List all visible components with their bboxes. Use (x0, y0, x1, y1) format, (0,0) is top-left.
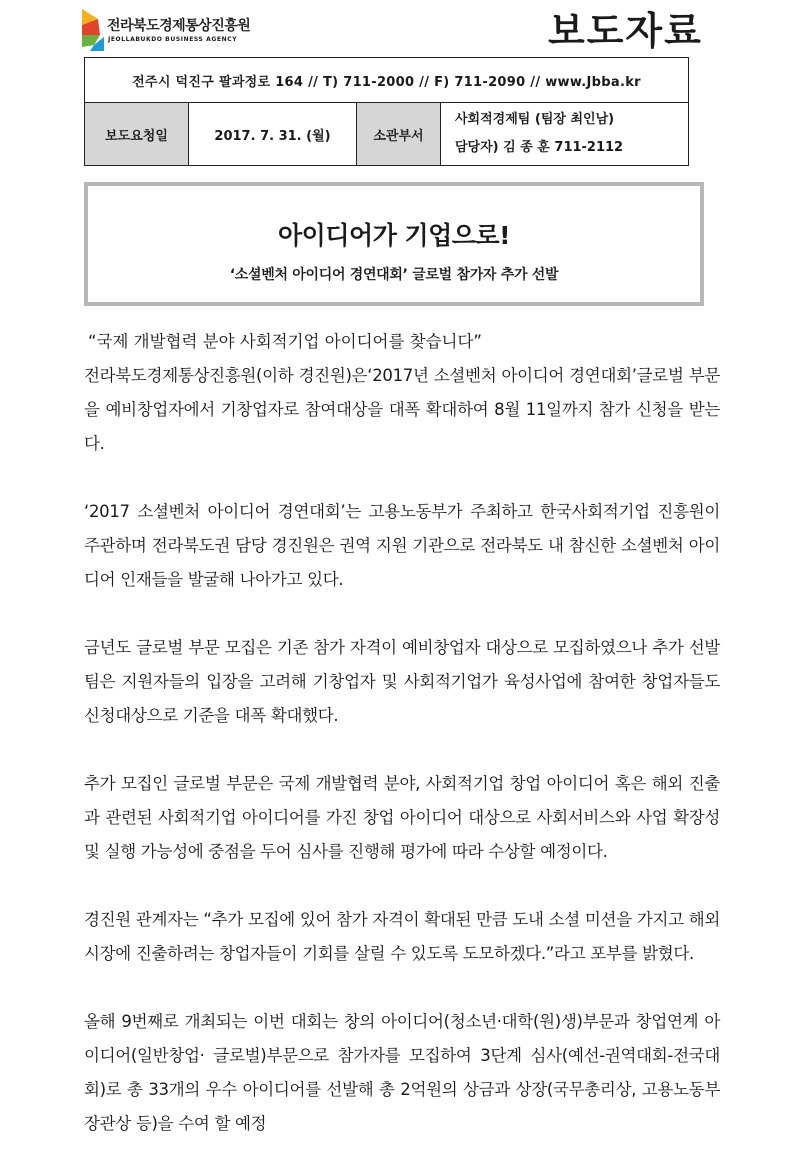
article-body (84, 325, 720, 1175)
request-date-label: 보도요청일 (85, 103, 189, 166)
headline-box (84, 182, 704, 306)
paragraph-5: 경진원 관계자는 “추가 모집에 있어 참가 자격이 확대된 만큼 도내 소셜 미션을 가지고 해외시장에 진출하려는 창업자들이 기회를 살릴 수 있도록 도모하겠다.”라고 포부를 밝혔다. (84, 910, 720, 963)
paragraph-2: ‘2017 소셜벤처 아이디어 경연대회’는 고용노동부가 주최하고 한국사회적기업 진흥원이 주관하며 전라북도권 담당 경진원은 권역 지원 기관으로 전라북도 내 참신한 소셜벤처 아이디어 인재들을 발굴해 나아가고 있다. (84, 502, 720, 589)
paragraph-4: 추가 모집인 글로벌 부문은 국제 개발협력 분야, 사회적기업 창업 아이디어 혹은 해외 진출과 관련된 사회적기업 아이디어를 가진 창업 아이디어 대상으로 사회서비스와 사업 확장성 및 실행 가능성에 중점을 두어 심사를 진행해 평가에 따라 수상할 예정이다. (84, 774, 720, 861)
org-name: 전라북도경제통상진흥원 (107, 18, 251, 34)
department-label: 소관부서 (357, 103, 441, 166)
department-name: 사회적경제팀 (팀장 최인남) (455, 112, 615, 127)
org-logo (80, 7, 280, 53)
request-date: 2017. 7. 31. (월) (189, 103, 357, 166)
press-info-table (84, 57, 689, 166)
paragraph-6: 올해 9번째로 개최되는 이번 대회는 창의 아이디어(청소년·대학(원)생)부문과 창업연계 아이디어(일반창업· 글로벌)부문으로 참가자를 모집하여 3단계 심사(예선-권역대회-전국대회)로 총 33개의 우수 아이디어를 선발해 총 2억원의 상금과 상장(국무총리상, 고용노동부장관상 등)을 수여 할 예정 (84, 1012, 720, 1133)
department-cell (441, 103, 689, 166)
headline-title: 아이디어가 기업으로! (278, 221, 510, 250)
paragraph-1: 전라북도경제통상진흥원(이하 경진원)은‘2017년 소셜벤처 아이디어 경연대회’글로벌 부문을 예비창업자에서 기창업자로 참여대상을 대폭 확대하여 8월 11일까지 참가 신청을 받는다. (84, 366, 720, 453)
doc-type-heading: 보도자료 (548, 9, 703, 53)
contact-person: 담당자) 김 종 훈 711-2112 (455, 140, 624, 155)
contact-address-line: 전주시 덕진구 팔과정로 164 // T) 711-2000 // F) 711-2090 // www.Jbba.kr (85, 58, 689, 103)
lead-quote: “국제 개발협력 분야 사회적기업 아이디어를 찾습니다” (88, 332, 482, 351)
org-logo-mark (80, 7, 106, 53)
org-name-en: JEOLLABUKDO BUSINESS AGENCY (108, 36, 238, 43)
paragraph-3: 금년도 글로벌 부문 모집은 기존 참가 자격이 예비창업자 대상으로 모집하였으나 추가 선발팀은 지원자들의 입장을 고려해 기창업자 및 사회적기업가 육성사업에 참여한 창업자들도 신청대상으로 기준을 대폭 확대했다. (84, 638, 720, 725)
headline-subtitle: ‘소셜벤처 아이디어 경연대회’ 글로벌 참가자 추가 선발 (229, 267, 559, 283)
